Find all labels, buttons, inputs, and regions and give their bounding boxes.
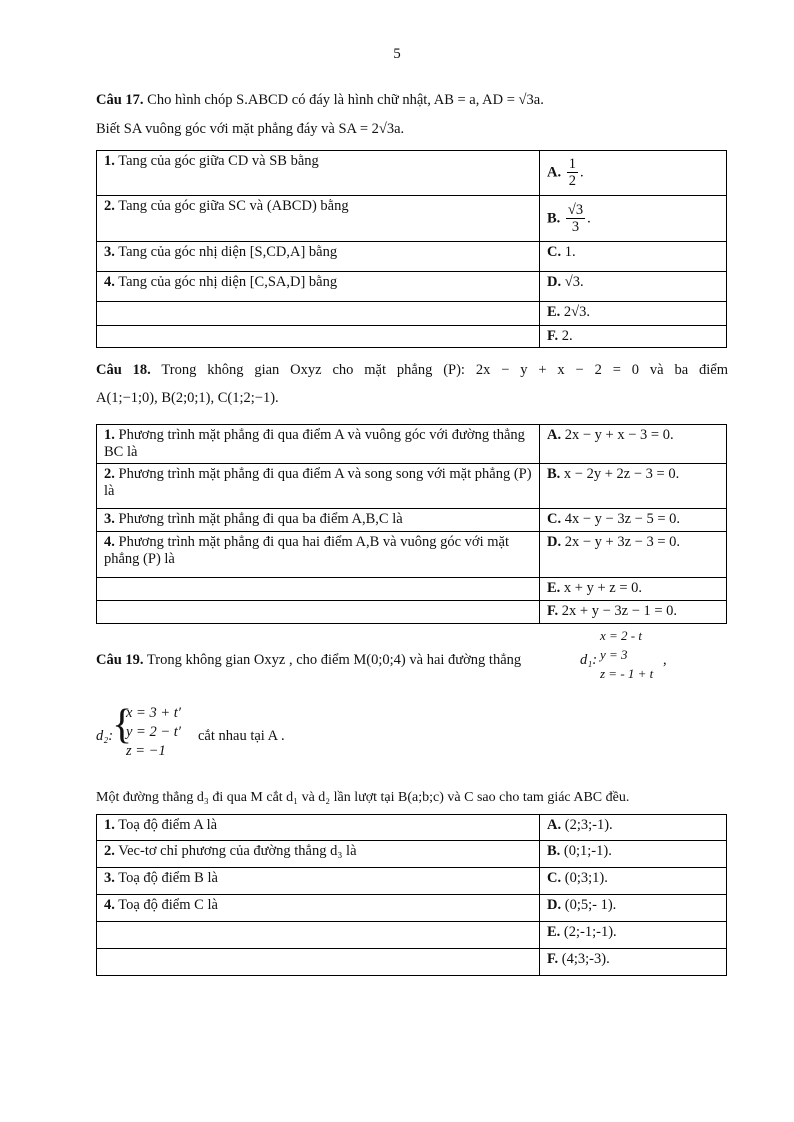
q18-left-empty-1	[97, 578, 540, 601]
q18-left-1: 1. Phương trình mặt phẳng đi qua điểm A và vuông góc với đường thẳng BC là	[97, 425, 540, 464]
q18-right-a: A. 2x − y + x − 3 = 0.	[540, 425, 727, 464]
q19-left-2: 2. Vec-tơ chỉ phương của đường thẳng d₃ là	[97, 841, 540, 868]
q19-d2-tail: cắt nhau tại A .	[198, 728, 285, 744]
q19-d1-eq3: z = - 1 + t	[600, 666, 654, 681]
q18-right-c: C. 4x − y − 3z − 5 = 0.	[540, 509, 727, 532]
q18-table	[96, 424, 727, 624]
q19-left-empty-2	[97, 949, 540, 976]
q19-d2-label: d₂:	[96, 728, 114, 744]
q19-left-empty-1	[97, 922, 540, 949]
q19-d2-eq2: y = 2 − t′	[126, 724, 181, 740]
q18-left-empty-2	[97, 601, 540, 624]
q19-right-b: B. (0;1;-1).	[540, 841, 727, 868]
q19-d1-eq2: y = 3	[600, 647, 628, 662]
q18-label: Câu 18.	[96, 362, 151, 378]
q18-right-d: D. 2x − y + 3z − 3 = 0.	[540, 532, 727, 578]
q17-left-2: 2. Tang của góc giữa SC và (ABCD) bằng	[97, 196, 540, 242]
q19-d2-brace: {	[112, 702, 133, 748]
q17-right-c: C. 1.	[540, 242, 727, 272]
q18-left-3: 3. Phương trình mặt phẳng đi qua ba điểm A,B,C là	[97, 509, 540, 532]
q17-frac-a: $\frac{1}{2}$	[568, 156, 576, 189]
q18-right-b: B. x − 2y + 2z − 3 = 0.	[540, 464, 727, 509]
q19-d1-tail: ,	[663, 652, 667, 668]
q19-d2-system	[126, 704, 181, 761]
q17-right-d: D. √3.	[540, 272, 727, 302]
q17-frac-b: $\frac{√3}{3}$	[567, 201, 584, 235]
q19-intro: Trong không gian Oxyz , cho điểm M(0;0;4) và hai đường thẳng	[146, 652, 522, 668]
q19-left-1: 1. Toạ độ điểm A là	[97, 815, 540, 841]
q17-intro-line	[96, 91, 728, 109]
q17-left-empty-1	[97, 302, 540, 326]
q17-table	[96, 150, 727, 348]
q17-given: Biết SA vuông góc với mặt phẳng đáy và SA = 2√3a.	[96, 121, 405, 137]
q19-right-c: C. (0;3;1).	[540, 868, 727, 895]
q19-d2-eq3: z = −1	[126, 743, 166, 759]
q18-intro-line	[96, 361, 728, 379]
q19-condition: Một đường thẳng d₃ đi qua M cắt d₁ và d₂ lần lượt tại B(a;b;c) và C sao cho tam giác ABC đều.	[96, 790, 630, 805]
q19-intro-line	[96, 651, 576, 669]
q17-left-4: 4. Tang của góc nhị diện [C,SA,D] bằng	[97, 272, 540, 302]
q17-left-3: 3. Tang của góc nhị diện [S,CD,A] bằng	[97, 242, 540, 272]
q18-right-f: F. 2x + y − 3z − 1 = 0.	[540, 601, 727, 624]
q19-right-e: E. (2;-1;-1).	[540, 922, 727, 949]
q19-d1-label: d₁:	[580, 652, 598, 668]
q18-right-e: E. x + y + z = 0.	[540, 578, 727, 601]
q19-table	[96, 814, 727, 976]
q19-left-4: 4. Toạ độ điểm C là	[97, 895, 540, 922]
q17-left-empty-2	[97, 326, 540, 348]
q17-label: Câu 17.	[96, 92, 144, 108]
q19-d1-eq1: x = 2 - t	[600, 628, 642, 643]
q18-left-2: 2. Phương trình mặt phẳng đi qua điểm A và song song với mặt phẳng (P) là	[97, 464, 540, 509]
page-number: 5	[393, 46, 401, 62]
q17-right-a: A. $\frac{1}{2}$ .	[540, 151, 727, 196]
q18-points: A(1;−1;0), B(2;0;1), C(1;2;−1).	[96, 390, 279, 406]
q19-d1-system	[600, 626, 653, 683]
q19-left-3: 3. Toạ độ điểm B là	[97, 868, 540, 895]
q19-right-f: F. (4;3;-3).	[540, 949, 727, 976]
q17-right-b: B. $\frac{√3}{3}$ .	[540, 196, 727, 242]
q17-right-f: F. 2.	[540, 326, 727, 348]
q19-d2-eq1: x = 3 + t′	[126, 705, 181, 721]
q19-label: Câu 19.	[96, 652, 144, 668]
q19-right-d: D. (0;5;- 1).	[540, 895, 727, 922]
q18-left-4: 4. Phương trình mặt phẳng đi qua hai điểm A,B và vuông góc với mặt phẳng (P) là	[97, 532, 540, 578]
q17-left-1: 1. Tang của góc giữa CD và SB bằng	[97, 151, 540, 196]
q18-intro: Trong không gian Oxyz cho mặt phẳng (P): 2x − y + x − 2 = 0 và ba điểm	[161, 362, 728, 378]
q17-right-e: E. 2√3.	[540, 302, 727, 326]
q19-right-a: A. (2;3;-1).	[540, 815, 727, 841]
q17-intro: Cho hình chóp S.ABCD có đáy là hình chữ nhật, AB = a, AD = √3a.	[147, 92, 544, 108]
